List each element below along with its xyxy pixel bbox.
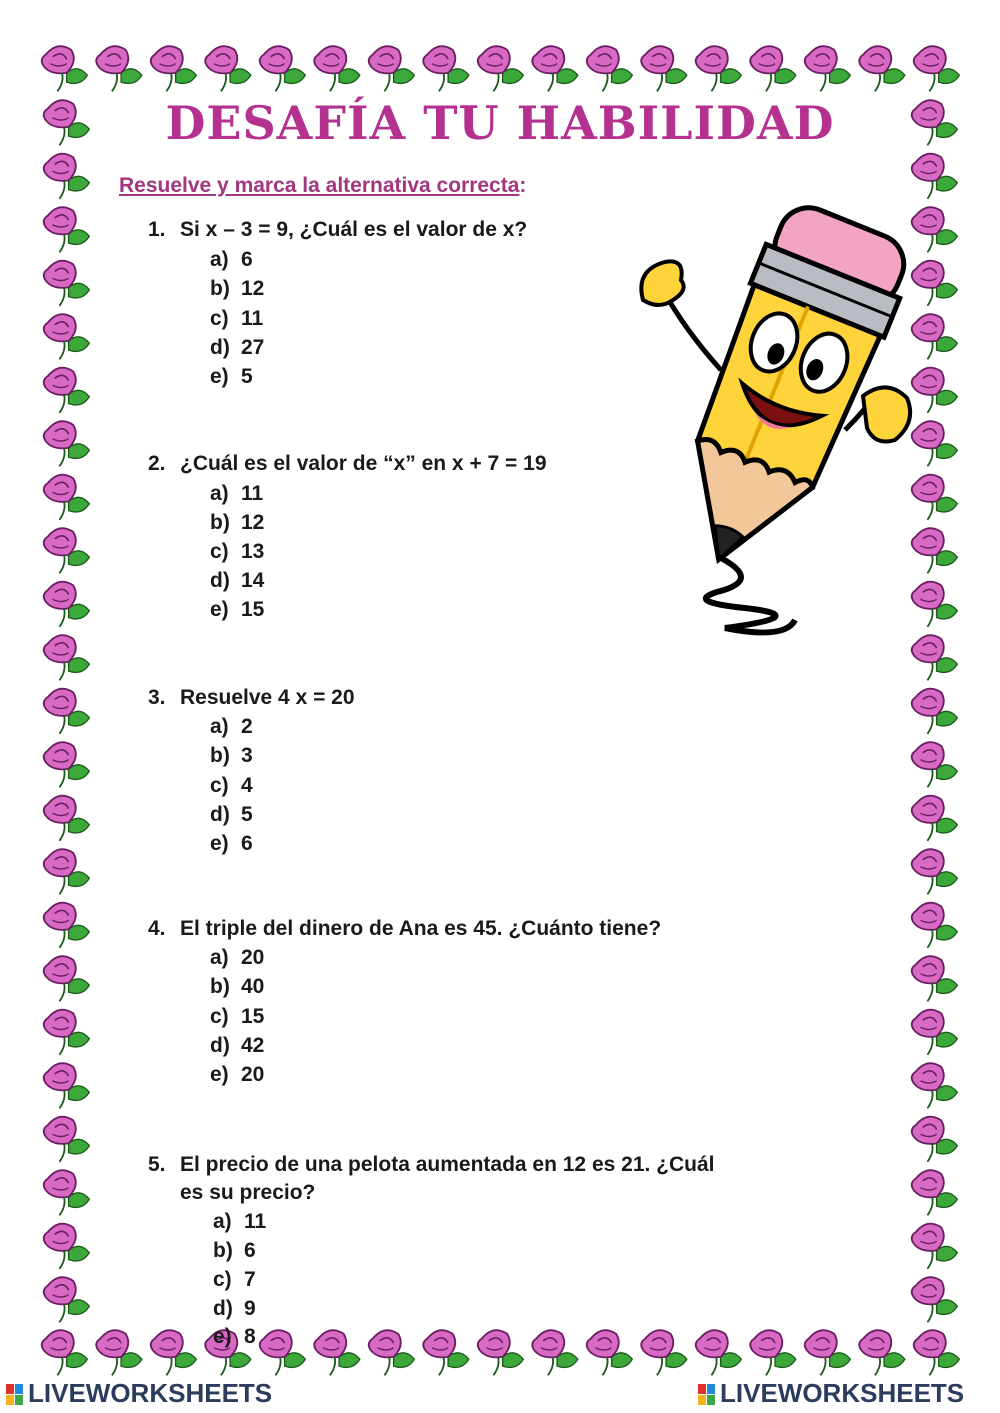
option-5a[interactable] — [213, 1210, 266, 1234]
rose-flower-icon — [44, 1277, 90, 1322]
option-letter: d) — [213, 1297, 233, 1320]
brand-text: LIVEWORKSHEETS — [28, 1378, 273, 1408]
option-value: 11 — [244, 1210, 267, 1233]
option-2c[interactable] — [210, 540, 264, 564]
footer-brand-left[interactable] — [6, 1378, 272, 1409]
option-3c[interactable] — [210, 774, 253, 798]
rose-flower-icon — [912, 742, 958, 787]
rose-flower-icon — [44, 1224, 90, 1269]
rose-flower-icon — [641, 1330, 687, 1375]
rose-flower-icon — [44, 1010, 90, 1055]
rose-flower-icon — [912, 528, 958, 573]
option-letter: e) — [210, 1063, 229, 1086]
rose-flower-icon — [912, 207, 958, 252]
option-value: 15 — [241, 598, 265, 621]
option-value: 13 — [241, 540, 265, 563]
option-3b[interactable] — [210, 744, 253, 768]
rose-flower-icon — [44, 1063, 90, 1108]
option-value: 4 — [241, 774, 253, 797]
question-2 — [148, 452, 547, 476]
option-letter: a) — [210, 482, 229, 505]
rose-flower-icon — [369, 1330, 415, 1375]
rose-flower-icon — [912, 475, 958, 520]
option-letter: a) — [210, 248, 229, 271]
rose-flower-icon — [805, 46, 851, 91]
pencil-mascot-icon — [625, 200, 915, 650]
option-1e[interactable] — [210, 365, 253, 389]
rose-flower-icon — [260, 1330, 306, 1375]
rose-flower-icon — [96, 46, 142, 91]
option-letter: d) — [210, 803, 230, 826]
rose-flower-icon — [859, 1330, 905, 1375]
option-1a[interactable] — [210, 248, 253, 272]
rose-flower-icon — [478, 1330, 524, 1375]
rose-flower-icon — [912, 421, 958, 466]
instruction-label: Resuelve y marca la alternativa correcta — [119, 174, 520, 197]
option-value: 2 — [241, 715, 253, 738]
question-5-continuation: es su precio? — [180, 1181, 316, 1204]
option-value: 6 — [241, 832, 253, 855]
option-letter: e) — [213, 1325, 232, 1348]
option-letter: d) — [210, 1034, 230, 1057]
rose-flower-icon — [44, 689, 90, 734]
rose-flower-icon — [260, 46, 306, 91]
rose-flower-icon — [423, 1330, 469, 1375]
rose-flower-icon — [44, 582, 90, 627]
rose-flower-icon — [912, 368, 958, 413]
rose-flower-icon — [44, 261, 90, 306]
option-value: 11 — [241, 307, 264, 330]
option-value: 27 — [241, 336, 265, 359]
rose-flower-icon — [44, 154, 90, 199]
option-letter: b) — [210, 975, 230, 998]
option-3e[interactable] — [210, 832, 253, 856]
option-letter: d) — [210, 336, 230, 359]
option-letter: c) — [210, 307, 229, 330]
rose-flower-icon — [587, 1330, 633, 1375]
option-2e[interactable] — [210, 598, 264, 622]
rose-flower-icon — [205, 46, 251, 91]
option-4c[interactable] — [210, 1005, 264, 1029]
option-value: 40 — [241, 975, 265, 998]
rose-flower-icon — [314, 46, 360, 91]
option-letter: e) — [210, 598, 229, 621]
rose-flower-icon — [912, 1224, 958, 1269]
option-1d[interactable] — [210, 336, 264, 360]
option-4b[interactable] — [210, 975, 264, 999]
option-letter: b) — [210, 277, 230, 300]
option-letter: b) — [210, 511, 230, 534]
rose-flower-icon — [750, 1330, 796, 1375]
rose-flower-icon — [587, 46, 633, 91]
rose-flower-icon — [912, 1117, 958, 1162]
option-letter: a) — [210, 715, 229, 738]
rose-flower-icon — [44, 1170, 90, 1215]
option-value: 11 — [241, 482, 264, 505]
option-value: 5 — [241, 803, 253, 826]
option-letter: c) — [210, 1005, 229, 1028]
option-value: 12 — [241, 277, 265, 300]
liveworksheets-logo-icon — [698, 1384, 716, 1406]
option-5e[interactable] — [213, 1325, 256, 1349]
option-value: 3 — [241, 744, 253, 767]
question-text: Resuelve 4 x = 20 — [180, 686, 355, 709]
instruction-text — [119, 174, 526, 198]
option-2b[interactable] — [210, 511, 264, 535]
option-5d[interactable] — [213, 1297, 256, 1321]
option-3a[interactable] — [210, 715, 253, 739]
rose-flower-icon — [44, 956, 90, 1001]
question-4 — [148, 917, 661, 941]
question-number: 1. — [148, 218, 166, 241]
question-number: 2. — [148, 452, 166, 475]
question-1 — [148, 218, 527, 242]
question-text: Si x – 3 = 9, ¿Cuál es el valor de x? — [180, 218, 528, 241]
question-text: ¿Cuál es el valor de “x” en x + 7 = 19 — [180, 452, 547, 475]
option-2a[interactable] — [210, 482, 263, 506]
rose-flower-icon — [44, 742, 90, 787]
rose-flower-icon — [859, 46, 905, 91]
option-3d[interactable] — [210, 803, 253, 827]
option-value: 14 — [241, 569, 265, 592]
rose-flower-icon — [96, 1330, 142, 1375]
option-5c[interactable] — [213, 1268, 256, 1292]
rose-flower-icon — [912, 1063, 958, 1108]
rose-flower-icon — [42, 1330, 88, 1375]
rose-flower-icon — [44, 475, 90, 520]
rose-flower-icon — [641, 46, 687, 91]
rose-flower-icon — [914, 1330, 960, 1375]
option-letter: c) — [210, 540, 229, 563]
option-letter: e) — [210, 832, 229, 855]
option-value: 8 — [244, 1325, 256, 1348]
option-1c[interactable] — [210, 307, 263, 331]
option-value: 5 — [241, 365, 253, 388]
rose-flower-icon — [696, 46, 742, 91]
rose-flower-icon — [912, 956, 958, 1001]
option-4a[interactable] — [210, 946, 264, 970]
option-value: 20 — [241, 946, 265, 969]
rose-flower-icon — [151, 46, 197, 91]
rose-flower-icon — [805, 1330, 851, 1375]
question-3 — [148, 686, 355, 710]
option-1b[interactable] — [210, 277, 264, 301]
option-4d[interactable] — [210, 1034, 264, 1058]
rose-flower-icon — [750, 46, 796, 91]
option-value: 12 — [241, 511, 265, 534]
option-letter: c) — [213, 1268, 232, 1291]
instruction-colon: : — [519, 174, 527, 197]
rose-flower-icon — [912, 635, 958, 680]
liveworksheets-logo-icon — [6, 1384, 24, 1406]
option-letter: d) — [210, 569, 230, 592]
question-text: El triple del dinero de Ana es 45. ¿Cuánto tiene? — [180, 917, 662, 940]
option-letter: c) — [210, 774, 229, 797]
option-value: 9 — [244, 1297, 256, 1320]
rose-flower-icon — [912, 1010, 958, 1055]
rose-flower-icon — [912, 903, 958, 948]
rose-flower-icon — [912, 1277, 958, 1322]
rose-flower-icon — [44, 421, 90, 466]
rose-flower-icon — [42, 46, 88, 91]
rose-flower-icon — [314, 1330, 360, 1375]
rose-flower-icon — [912, 689, 958, 734]
option-letter: a) — [213, 1210, 232, 1233]
option-2d[interactable] — [210, 569, 264, 593]
rose-flower-icon — [912, 314, 958, 359]
rose-flower-icon — [532, 46, 578, 91]
question-text: El precio de una pelota aumentada en 12 es 21. ¿Cuál — [180, 1153, 715, 1176]
brand-text: LIVEWORKSHEETS — [720, 1378, 965, 1408]
option-value: 20 — [241, 1063, 265, 1086]
rose-flower-icon — [696, 1330, 742, 1375]
rose-flower-icon — [44, 368, 90, 413]
option-value: 6 — [241, 248, 253, 271]
question-number: 4. — [148, 917, 166, 940]
footer-brand-right[interactable] — [698, 1378, 964, 1409]
option-letter: a) — [210, 946, 229, 969]
rose-flower-icon — [423, 46, 469, 91]
rose-flower-icon — [44, 903, 90, 948]
rose-flower-icon — [912, 849, 958, 894]
page-title: DESAFÍA TU HABILIDAD — [165, 96, 835, 150]
rose-flower-icon — [912, 582, 958, 627]
option-value: 42 — [241, 1034, 265, 1057]
rose-flower-icon — [369, 46, 415, 91]
option-value: 6 — [244, 1239, 256, 1262]
question-number: 3. — [148, 686, 166, 709]
rose-flower-icon — [44, 849, 90, 894]
option-value: 7 — [244, 1268, 256, 1291]
rose-flower-icon — [44, 1117, 90, 1162]
rose-flower-icon — [44, 635, 90, 680]
question-number: 5. — [148, 1153, 166, 1176]
option-letter: b) — [210, 744, 230, 767]
rose-flower-icon — [44, 528, 90, 573]
option-value: 15 — [241, 1005, 265, 1028]
rose-flower-icon — [914, 46, 960, 91]
rose-flower-icon — [912, 261, 958, 306]
option-letter: e) — [210, 365, 229, 388]
option-4e[interactable] — [210, 1063, 264, 1087]
rose-flower-icon — [912, 796, 958, 841]
rose-flower-icon — [532, 1330, 578, 1375]
rose-flower-icon — [44, 314, 90, 359]
rose-flower-icon — [151, 1330, 197, 1375]
rose-flower-icon — [912, 1170, 958, 1215]
rose-flower-icon — [44, 207, 90, 252]
rose-flower-icon — [912, 154, 958, 199]
question-5 — [148, 1153, 715, 1177]
option-letter: b) — [213, 1239, 233, 1262]
option-5b[interactable] — [213, 1239, 256, 1263]
rose-flower-icon — [478, 46, 524, 91]
rose-flower-icon — [44, 796, 90, 841]
